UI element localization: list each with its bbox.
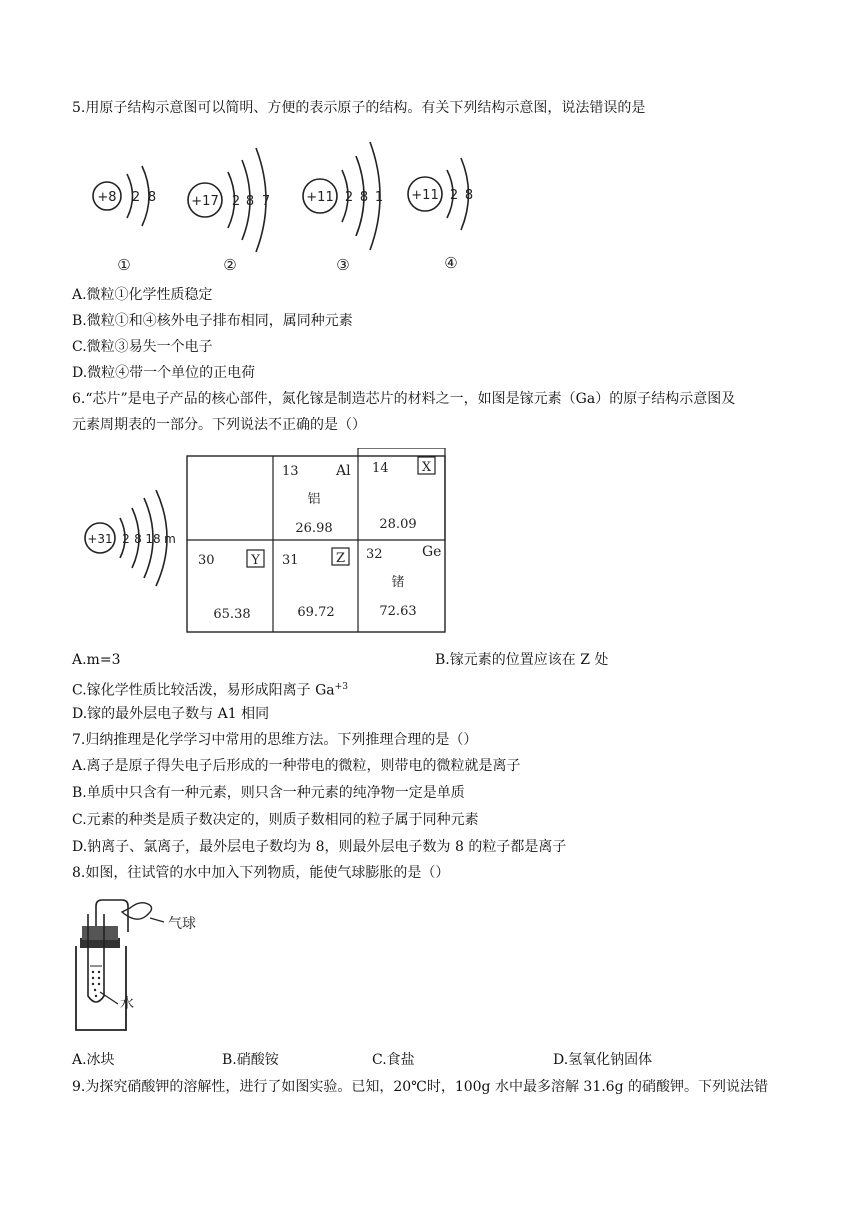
svg-text:72.63: 72.63 (379, 604, 417, 619)
svg-text:+11: +11 (306, 190, 334, 205)
q6-option-b: B.镓元素的位置应该在 Z 处 (435, 652, 609, 668)
q5-stem: 5.用原子结构示意图可以简明、方便的表示原子的结构。有关下列结构示意图，说法错误的是 (72, 100, 646, 116)
q7-option-b: B.单质中只含有一种元素，则只含一种元素的纯净物一定是单质 (72, 785, 465, 801)
atom-diagram-4 (408, 158, 473, 272)
atom-diagram-1 (93, 166, 156, 274)
cell-z (282, 548, 349, 620)
cell-y (198, 550, 264, 622)
svg-text:65.38: 65.38 (213, 607, 251, 622)
cell-ge (366, 544, 441, 619)
q5-option-d: D.微粒④带一个单位的正电荷 (72, 365, 256, 381)
svg-text:+17: +17 (191, 194, 219, 209)
svg-text:2: 2 (131, 190, 141, 205)
svg-text:8: 8 (359, 190, 369, 205)
q5-option-a: A.微粒①化学性质稳定 (72, 287, 213, 303)
q7-option-c: C.元素的种类是质子数决定的，则质子数相同的粒子属于同种元素 (72, 812, 479, 828)
svg-text:28.09: 28.09 (379, 517, 417, 532)
svg-text:8: 8 (464, 188, 474, 203)
q6-option-c: C.镓化学性质比较活泼，易形成阳离子 $Ga^{+3}$ (72, 682, 348, 699)
svg-text:8: 8 (147, 190, 157, 205)
svg-text:2: 2 (344, 190, 354, 205)
q8-option-d: D.氢氧化钠固体 (553, 1052, 653, 1068)
q7-stem: 7.归纳推理是化学学习中常用的思维方法。下列推理合理的是（） (72, 732, 478, 748)
q8-option-a: A.冰块 (72, 1052, 115, 1068)
svg-text:32: 32 (366, 547, 383, 562)
svg-text:8: 8 (245, 194, 255, 209)
svg-text:②: ② (223, 256, 237, 274)
svg-text:Z: Z (335, 551, 346, 566)
svg-text:+31: +31 (87, 532, 113, 546)
q5-option-b: B.微粒①和④核外电子排布相同，属同种元素 (72, 313, 353, 329)
svg-text:Ge: Ge (422, 544, 442, 560)
svg-text:69.72: 69.72 (297, 605, 335, 620)
q7-option-d: D.钠离子、氯离子，最外层电子数均为 8，则最外层电子数为 8 的粒子都是离子 (72, 839, 567, 855)
svg-text:Al: Al (336, 463, 351, 479)
atom-diagram-3 (303, 142, 383, 274)
cell-al (282, 463, 351, 536)
svg-text:气球: 气球 (168, 916, 196, 932)
gallium-atom-diagram (80, 490, 180, 590)
svg-text:18: 18 (145, 532, 161, 546)
svg-text:+8: +8 (97, 190, 117, 205)
svg-text:26.98: 26.98 (295, 521, 333, 536)
q7-option-a: A.离子是原子得失电子后形成的一种带电的微粒，则带电的微粒就是离子 (72, 758, 521, 774)
q8-stem: 8.如图，往试管的水中加入下列物质，能使气球膨胀的是（） (72, 865, 450, 881)
svg-text:14: 14 (372, 461, 389, 476)
q9-stem: 9.为探究硝酸钾的溶解性，进行了如图实验。已知，20℃时，100g 水中最多溶解 31.6g 的硝酸钾。下列说法错 (72, 1079, 768, 1095)
svg-text:8: 8 (134, 532, 142, 546)
q6-stem-line2: 元素周期表的一部分。下列说法不正确的是（） (72, 417, 366, 433)
svg-text:水: 水 (120, 996, 134, 1012)
svg-text:④: ④ (444, 254, 458, 272)
svg-text:2: 2 (449, 188, 459, 203)
svg-text:30: 30 (198, 553, 215, 568)
q8-option-c: C.食盐 (372, 1052, 415, 1068)
svg-text:1: 1 (374, 190, 384, 205)
atom-structure-diagrams (80, 134, 500, 274)
svg-text:+11: +11 (411, 188, 439, 203)
q6-option-d: D.镓的最外层电子数与 A1 相同 (72, 706, 270, 722)
svg-text:2: 2 (231, 194, 241, 209)
q8-option-b: B.硝酸铵 (222, 1052, 279, 1068)
svg-text:m: m (164, 532, 176, 546)
periodic-table-fragment (186, 448, 448, 636)
q5-option-c: C.微粒③易失一个电子 (72, 339, 213, 355)
svg-text:31: 31 (282, 553, 299, 568)
svg-text:7: 7 (261, 194, 271, 209)
svg-text:铝: 铝 (307, 492, 321, 507)
q6-stem-line1: 6.“芯片”是电子产品的核心部件，氮化镓是制造芯片的材料之一，如图是镓元素（Ga）的原子结构示意图及 (72, 391, 736, 407)
atom-diagram-2 (188, 148, 270, 274)
svg-text:13: 13 (282, 464, 299, 479)
q6-option-a: A.m=3 (72, 652, 121, 668)
svg-text:X: X (421, 460, 432, 475)
svg-text:2: 2 (122, 532, 130, 546)
test-tube-balloon-apparatus (66, 896, 216, 1036)
svg-text:③: ③ (336, 256, 350, 274)
svg-text:Y: Y (251, 553, 260, 568)
svg-text:锗: 锗 (391, 575, 405, 590)
svg-text:①: ① (117, 256, 131, 274)
cell-x (372, 457, 435, 532)
